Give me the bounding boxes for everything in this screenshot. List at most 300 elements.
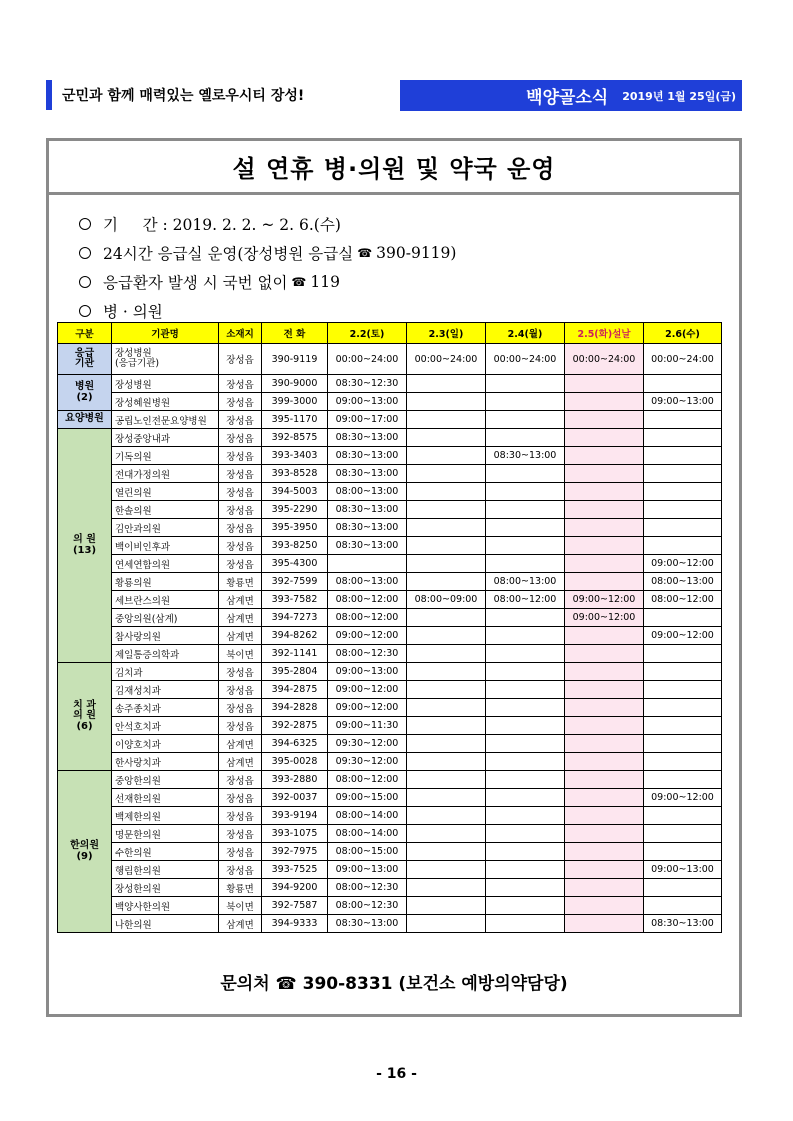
table-row [58,411,722,429]
hours-cell [565,501,644,519]
facility-name: 참사랑의원 [112,627,219,645]
hours-cell [407,483,486,501]
hours-cell [407,681,486,699]
phone-cell: 394-2875 [262,681,328,699]
hours-cell: 08:00~14:00 [328,825,407,843]
hours-cell [565,735,644,753]
phone-cell: 392-7975 [262,843,328,861]
location-cell: 장성읍 [219,771,262,789]
table-row [58,609,722,627]
hours-cell [644,807,722,825]
table-row [58,753,722,771]
location-cell: 삼계면 [219,915,262,933]
facility-name: 나한의원 [112,915,219,933]
hours-cell [565,861,644,879]
hours-cell: 09:00~13:00 [328,393,407,411]
facility-name: 행림한의원 [112,861,219,879]
hours-cell [486,681,565,699]
hours-cell: 09:00~12:00 [565,591,644,609]
hours-cell: 09:00~13:00 [644,393,722,411]
hours-cell [486,861,565,879]
location-cell: 장성읍 [219,537,262,555]
hours-cell [565,465,644,483]
location-cell: 장성읍 [219,555,262,573]
facility-name: 김재성치과 [112,681,219,699]
bullet-text-after: 119 [310,272,340,291]
hours-cell [486,915,565,933]
hours-cell [407,465,486,483]
hours-cell [407,573,486,591]
page-number: - 16 - [376,1066,417,1082]
hours-cell [486,375,565,393]
hours-cell: 08:30~13:00 [328,519,407,537]
table-row [58,573,722,591]
hours-cell: 09:00~13:00 [328,663,407,681]
phone-cell: 394-2828 [262,699,328,717]
hours-cell [565,627,644,645]
location-cell: 장성읍 [219,861,262,879]
hours-cell [486,501,565,519]
contact-line: 문의처 ☎ 390-8331 (보건소 예방의약담당) [220,974,568,994]
location-cell: 장성읍 [219,807,262,825]
hours-cell: 09:00~15:00 [328,789,407,807]
hours-cell [565,843,644,861]
bullet-list [79,209,456,325]
hours-cell: 00:00~24:00 [486,344,565,375]
hours-cell [407,393,486,411]
hours-cell: 09:00~12:00 [328,627,407,645]
hours-cell [407,663,486,681]
group-label: 치 과 의 원 (6) [58,663,112,771]
circle-bullet-icon [79,218,91,230]
hours-cell [407,771,486,789]
phone-cell: 395-4300 [262,555,328,573]
hours-cell [407,519,486,537]
hours-cell: 08:00~12:30 [328,897,407,915]
bullet-item [79,209,456,238]
circle-bullet-icon [79,305,91,317]
location-cell: 삼계면 [219,735,262,753]
table-row [58,897,722,915]
hours-cell [644,735,722,753]
column-header: 기관명 [112,323,219,344]
hours-cell: 08:00~12:00 [644,591,722,609]
table-row [58,344,722,375]
hours-cell: 08:00~14:00 [328,807,407,825]
hours-cell [486,843,565,861]
facility-name: 명문한의원 [112,825,219,843]
hours-cell [565,753,644,771]
table-row [58,393,722,411]
location-cell: 삼계면 [219,627,262,645]
circle-bullet-icon [79,276,91,288]
hours-cell [407,627,486,645]
facility-name: 장성혜원병원 [112,393,219,411]
hours-cell [407,411,486,429]
hours-cell [644,879,722,897]
hours-cell [486,717,565,735]
hours-cell [486,735,565,753]
facility-name: 제일통증의학과 [112,645,219,663]
hours-cell [565,519,644,537]
phone-icon: ☎ [291,274,307,289]
table-row [58,681,722,699]
hours-cell [486,771,565,789]
hours-cell [644,537,722,555]
hours-cell: 09:00~12:00 [644,627,722,645]
bullet-text: 기 간 : 2019. 2. 2. ~ 2. 6.(수) [103,215,341,234]
facility-name: 수한의원 [112,843,219,861]
column-header: 2.3(일) [407,323,486,344]
table-row [58,843,722,861]
hours-cell [644,825,722,843]
hours-cell: 09:00~12:00 [328,699,407,717]
hours-cell [644,699,722,717]
location-cell: 황룡면 [219,573,262,591]
circle-bullet-icon [79,247,91,259]
facility-name: 장성병원 (응급기관) [112,344,219,375]
hours-cell: 08:30~13:00 [328,501,407,519]
phone-cell: 394-9333 [262,915,328,933]
table-row [58,915,722,933]
header-slogan: 군민과 함께 매력있는 옐로우시티 장성! [62,88,305,104]
hours-cell [644,375,722,393]
hours-cell [565,825,644,843]
newsletter-name: 백양골소식 [526,88,609,108]
facility-name: 중앙한의원 [112,771,219,789]
facility-name: 김치과 [112,663,219,681]
hours-cell: 09:00~12:00 [644,555,722,573]
table-row [58,807,722,825]
table-header-row [58,323,722,344]
hours-cell [644,447,722,465]
phone-cell: 394-6325 [262,735,328,753]
hours-cell [644,897,722,915]
hours-cell [565,375,644,393]
hours-cell: 08:00~12:00 [328,609,407,627]
phone-cell: 393-7525 [262,861,328,879]
hours-cell [407,375,486,393]
phone-cell: 395-0028 [262,753,328,771]
hours-cell [565,807,644,825]
hours-cell [486,537,565,555]
hours-cell [565,393,644,411]
location-cell: 장성읍 [219,344,262,375]
hours-cell: 08:00~12:00 [486,591,565,609]
hours-cell [565,681,644,699]
hours-cell: 00:00~24:00 [328,344,407,375]
hours-cell [486,753,565,771]
hours-cell: 08:30~13:00 [644,915,722,933]
hours-cell: 08:30~13:00 [328,537,407,555]
table-row [58,429,722,447]
notice-title: 설 연휴 병·의원 및 약국 운영 [49,141,739,195]
phone-cell: 392-2875 [262,717,328,735]
hours-cell [407,717,486,735]
hours-cell [486,465,565,483]
hours-cell: 08:00~15:00 [328,843,407,861]
hours-cell: 09:00~12:00 [565,609,644,627]
phone-cell: 399-3000 [262,393,328,411]
hours-cell: 08:30~13:00 [328,915,407,933]
location-cell: 장성읍 [219,411,262,429]
table-row [58,465,722,483]
phone-cell: 393-2880 [262,771,328,789]
bullet-item [79,238,456,267]
hours-cell [407,699,486,717]
column-header: 2.5(화)설날 [565,323,644,344]
hours-cell [644,411,722,429]
group-label: 한의원 (9) [58,771,112,933]
hours-cell: 09:00~11:30 [328,717,407,735]
phone-cell: 395-1170 [262,411,328,429]
hours-cell [486,555,565,573]
hours-cell [644,519,722,537]
hours-cell [644,681,722,699]
table-row [58,591,722,609]
hours-cell: 08:00~13:00 [328,483,407,501]
phone-cell: 393-7582 [262,591,328,609]
hours-cell: 08:30~13:00 [328,447,407,465]
hours-cell [407,429,486,447]
facility-name: 안석호치과 [112,717,219,735]
hours-cell: 08:00~13:00 [328,573,407,591]
table-row [58,627,722,645]
hours-cell [644,663,722,681]
group-label: 응급 기관 [58,344,112,375]
location-cell: 삼계면 [219,753,262,771]
facility-name: 장성병원 [112,375,219,393]
hours-cell [486,483,565,501]
hours-cell: 09:00~13:00 [644,861,722,879]
bullet-item [79,296,456,325]
issue-date: 2019년 1월 25일(금) [622,89,736,103]
hours-cell: 08:00~12:00 [328,591,407,609]
hours-cell: 09:00~13:00 [328,861,407,879]
hours-cell [407,447,486,465]
table-row [58,501,722,519]
location-cell: 장성읍 [219,519,262,537]
hours-cell [486,897,565,915]
facility-name: 백이비인후과 [112,537,219,555]
location-cell: 장성읍 [219,393,262,411]
hours-cell [644,465,722,483]
phone-cell: 395-2804 [262,663,328,681]
phone-cell: 394-8262 [262,627,328,645]
group-label: 요양병원 [58,411,112,429]
phone-cell: 394-9200 [262,879,328,897]
hours-cell [565,483,644,501]
hours-cell: 08:00~09:00 [407,591,486,609]
location-cell: 북이면 [219,897,262,915]
hours-cell [644,717,722,735]
hours-cell [407,879,486,897]
column-header: 2.6(수) [644,323,722,344]
phone-cell: 390-9119 [262,344,328,375]
hours-cell [644,645,722,663]
hours-cell: 08:30~13:00 [328,429,407,447]
phone-cell: 394-7273 [262,609,328,627]
facility-name: 기독의원 [112,447,219,465]
hours-cell: 09:30~12:00 [328,753,407,771]
facility-name: 한사랑치과 [112,753,219,771]
hours-cell [486,609,565,627]
phone-cell: 392-7599 [262,573,328,591]
group-label: 의 원 (13) [58,429,112,663]
hours-cell [486,663,565,681]
location-cell: 장성읍 [219,681,262,699]
facility-name: 전대가정의원 [112,465,219,483]
table-row [58,537,722,555]
hours-cell [565,645,644,663]
bullet-text-after: 390-9119) [376,243,457,262]
facility-name: 송주종치과 [112,699,219,717]
group-label: 병원 (2) [58,375,112,411]
hours-cell: 09:00~12:00 [328,681,407,699]
bullet-text: 24시간 응급실 운영(장성병원 응급실 [103,244,354,263]
hours-cell [407,645,486,663]
hours-cell: 00:00~24:00 [565,344,644,375]
location-cell: 장성읍 [219,429,262,447]
hours-cell [565,897,644,915]
hours-cell: 08:30~13:00 [486,447,565,465]
phone-cell: 393-8528 [262,465,328,483]
location-cell: 북이면 [219,645,262,663]
phone-cell: 393-1075 [262,825,328,843]
facility-name: 선재한의원 [112,789,219,807]
hours-cell [644,429,722,447]
table-row [58,735,722,753]
hours-cell [407,915,486,933]
location-cell: 장성읍 [219,699,262,717]
hours-cell: 08:00~13:00 [644,573,722,591]
hours-cell [644,501,722,519]
hours-cell: 08:30~12:30 [328,375,407,393]
hours-cell: 09:00~12:00 [644,789,722,807]
phone-cell: 395-2290 [262,501,328,519]
facility-name: 김안과의원 [112,519,219,537]
hours-cell: 00:00~24:00 [644,344,722,375]
table-row [58,879,722,897]
facility-name: 백제한의원 [112,807,219,825]
location-cell: 장성읍 [219,483,262,501]
hours-cell: 08:30~13:00 [328,465,407,483]
hours-cell [486,789,565,807]
hours-cell [486,645,565,663]
phone-cell: 392-1141 [262,645,328,663]
hours-cell [565,447,644,465]
hours-cell: 08:00~12:30 [328,879,407,897]
phone-cell: 392-7587 [262,897,328,915]
location-cell: 삼계면 [219,609,262,627]
hours-cell [486,429,565,447]
hours-cell: 08:00~12:30 [328,645,407,663]
hours-cell [486,807,565,825]
hours-cell [486,825,565,843]
hours-cell [407,753,486,771]
table-row [58,645,722,663]
hours-cell [565,537,644,555]
phone-cell: 392-0037 [262,789,328,807]
hours-cell [644,609,722,627]
hours-cell [486,699,565,717]
location-cell: 장성읍 [219,375,262,393]
hours-cell [407,735,486,753]
table-row [58,375,722,393]
table-row [58,825,722,843]
location-cell: 장성읍 [219,825,262,843]
table-row [58,861,722,879]
facility-name: 연세연합의원 [112,555,219,573]
hours-cell [328,555,407,573]
facility-name: 한솔의원 [112,501,219,519]
facility-name: 백양사한의원 [112,897,219,915]
schedule-table [57,322,722,933]
hours-cell [407,897,486,915]
facility-name: 세브란스의원 [112,591,219,609]
hours-cell: 09:00~17:00 [328,411,407,429]
hours-cell [565,429,644,447]
hours-cell [407,825,486,843]
phone-cell: 390-9000 [262,375,328,393]
phone-cell: 394-5003 [262,483,328,501]
hours-cell [486,879,565,897]
hours-cell: 08:00~12:00 [328,771,407,789]
table-row [58,555,722,573]
location-cell: 장성읍 [219,447,262,465]
table-row [58,663,722,681]
table-row [58,699,722,717]
location-cell: 삼계면 [219,591,262,609]
location-cell: 장성읍 [219,501,262,519]
facility-name: 열린의원 [112,483,219,501]
hours-cell [565,555,644,573]
table-row [58,483,722,501]
hours-cell [565,573,644,591]
facility-name: 중앙의원(삼계) [112,609,219,627]
bullet-item [79,267,456,296]
location-cell: 장성읍 [219,717,262,735]
facility-name: 이양호치과 [112,735,219,753]
column-header: 2.2(토) [328,323,407,344]
location-cell: 장성읍 [219,663,262,681]
hours-cell [644,483,722,501]
column-header: 구분 [58,323,112,344]
hours-cell: 00:00~24:00 [407,344,486,375]
hours-cell [407,861,486,879]
hours-cell [407,555,486,573]
location-cell: 장성읍 [219,843,262,861]
column-header: 전 화 [262,323,328,344]
hours-cell [486,393,565,411]
bullet-text: 응급환자 발생 시 국번 없이 [103,273,288,292]
notice-frame [46,138,742,1017]
hours-cell [644,753,722,771]
hours-cell: 09:30~12:00 [328,735,407,753]
hours-cell [407,501,486,519]
hours-cell [565,789,644,807]
table-row [58,519,722,537]
phone-cell: 393-3403 [262,447,328,465]
bullet-text: 병 · 의원 [103,302,163,321]
hours-cell [407,609,486,627]
header-newsletter-box [400,80,742,111]
location-cell: 장성읍 [219,789,262,807]
column-header: 2.4(월) [486,323,565,344]
facility-name: 장성중앙내과 [112,429,219,447]
location-cell: 장성읍 [219,465,262,483]
hours-cell [644,843,722,861]
